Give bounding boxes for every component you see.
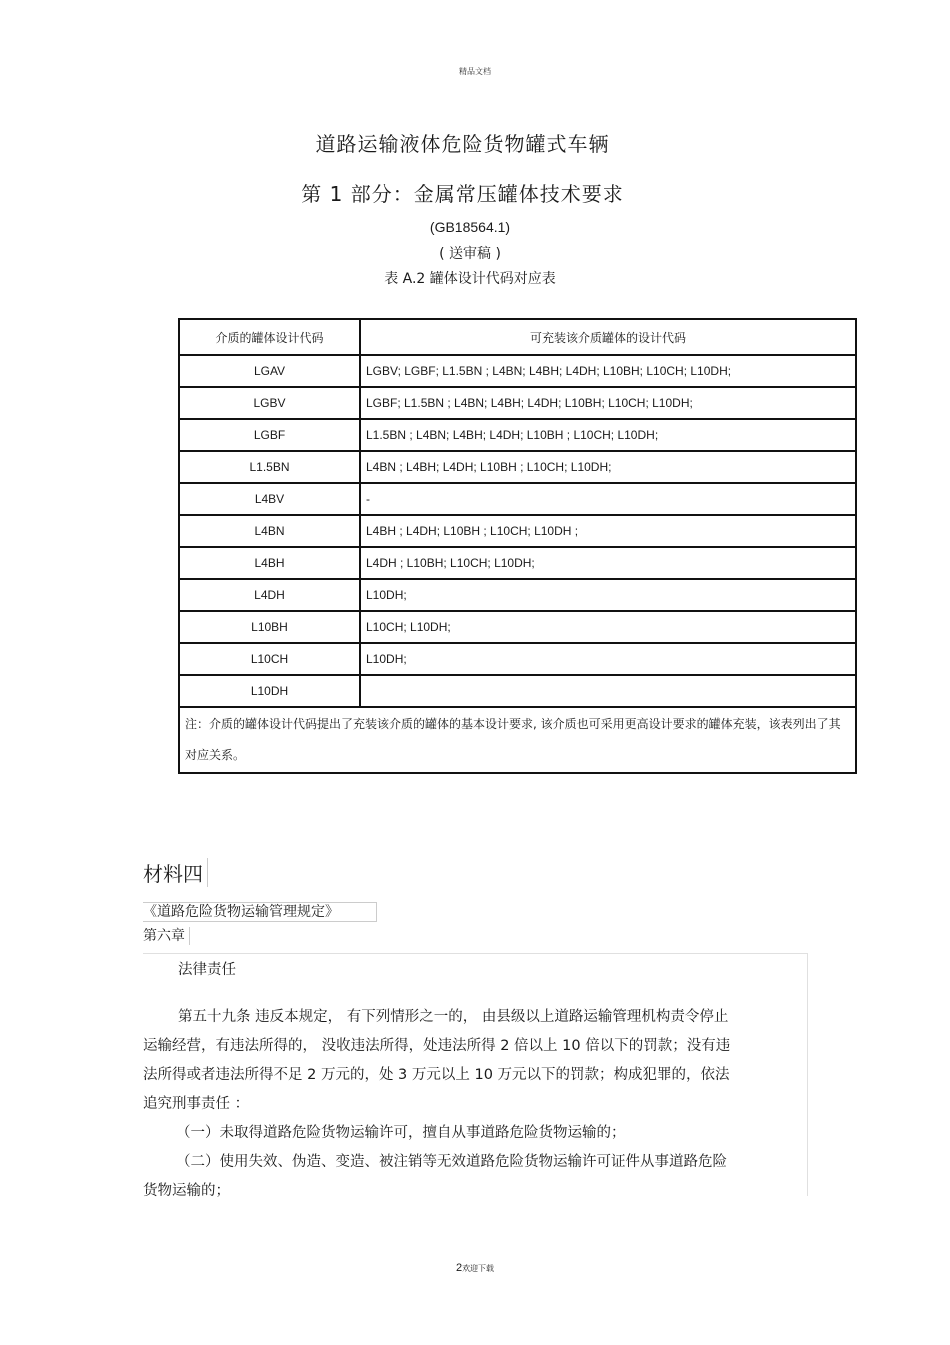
table-note: 注：介质的罐体设计代码提出了充装该介质的罐体的基本设计要求, 该介质也可采用更高设计要求的罐体充装，该表列出了其对应关系。: [179, 707, 856, 773]
article-line-1: 第五十九条 违反本规定， 有下列情形之一的， 由县级以上道路运输管理机构责令停止: [178, 1009, 729, 1025]
table-row: [179, 387, 856, 419]
medium-code-cell: L4BH: [179, 547, 360, 579]
medium-code-cell: L10BH: [179, 611, 360, 643]
table-row: [179, 579, 856, 611]
allowed-codes-cell: L4BH ; L4DH; L10BH ; L10CH; L10DH ;: [360, 515, 856, 547]
medium-code-cell: L4BV: [179, 483, 360, 515]
medium-code-cell: L10DH: [179, 675, 360, 707]
allowed-codes-cell: L4BN ; L4BH; L4DH; L10BH ; L10CH; L10DH;: [360, 451, 856, 483]
medium-code-cell: L4BN: [179, 515, 360, 547]
allowed-codes-cell: L1.5BN ; L4BN; L4BH; L4DH; L10BH ; L10CH; L10DH;: [360, 419, 856, 451]
table-row: [179, 547, 856, 579]
allowed-codes-cell: L4DH ; L10BH; L10CH; L10DH;: [360, 547, 856, 579]
footer-text: 欢迎下载: [462, 1264, 495, 1273]
table-row: [179, 515, 856, 547]
allowed-codes-cell: LGBF; L1.5BN ; L4BN; L4BH; L4DH; L10BH; L10CH; L10DH;: [360, 387, 856, 419]
medium-code-cell: LGBV: [179, 387, 360, 419]
article-item-2-cont: 货物运输的；: [143, 1183, 230, 1199]
header-note: 精品文档: [459, 67, 491, 76]
design-code-table: [178, 318, 857, 774]
header-allowed-codes: 可充装该介质罐体的设计代码: [360, 319, 856, 355]
section-title: 法律责任: [178, 962, 236, 978]
medium-code-cell: LGBF: [179, 419, 360, 451]
table-title: 表 A.2 罐体设计代码对应表: [384, 271, 556, 287]
regulation-name: 《道路危险货物运输管理规定》: [143, 902, 377, 922]
article-line-2: 运输经营，有违法所得的， 没收违法所得，处违法所得 2 倍以上 10 倍以下的罚款；没有违: [143, 1038, 731, 1054]
chapter-label: 第六章: [143, 927, 190, 945]
document-subtitle: 第 1 部分：金属常压罐体技术要求: [301, 182, 624, 206]
header-medium-code: 介质的罐体设计代码: [179, 319, 360, 355]
table-row: [179, 611, 856, 643]
table-row: [179, 419, 856, 451]
article-line-3: 法所得或者违法所得不足 2 万元的，处 3 万元以上 10 万元以下的罚款；构成犯罪的，依法: [143, 1067, 730, 1083]
table-note-row: [179, 707, 856, 773]
table-row: [179, 675, 856, 707]
medium-code-cell: LGAV: [179, 355, 360, 387]
material-heading: 材料四: [143, 858, 208, 887]
allowed-codes-cell: LGBV; LGBF; L1.5BN ; L4BN; L4BH; L4DH; L10BH; L10CH; L10DH;: [360, 355, 856, 387]
article-item-1: （一）未取得道路危险货物运输许可，擅自从事道路危险货物运输的；: [176, 1125, 626, 1141]
document-title: 道路运输液体危险货物罐式车辆: [315, 132, 610, 156]
allowed-codes-cell: [360, 675, 856, 707]
table-header-row: [179, 319, 856, 355]
medium-code-cell: L4DH: [179, 579, 360, 611]
allowed-codes-cell: L10CH; L10DH;: [360, 611, 856, 643]
medium-code-cell: L1.5BN: [179, 451, 360, 483]
page-number: 2: [455, 1262, 463, 1274]
standard-code: (GB18564.1): [429, 219, 511, 235]
table-row: [179, 355, 856, 387]
medium-code-cell: L10CH: [179, 643, 360, 675]
page-footer: [0, 1262, 950, 1274]
article-item-2: （二）使用失效、伪造、变造、被注销等无效道路危险货物运输许可证件从事道路危险: [176, 1154, 727, 1170]
table-row: [179, 483, 856, 515]
allowed-codes-cell: -: [360, 483, 856, 515]
draft-note: ( 送审稿 ): [439, 246, 501, 262]
allowed-codes-cell: L10DH;: [360, 643, 856, 675]
article-line-4: 追究刑事责任 ：: [143, 1096, 250, 1112]
table-row: [179, 643, 856, 675]
table-row: [179, 451, 856, 483]
allowed-codes-cell: L10DH;: [360, 579, 856, 611]
